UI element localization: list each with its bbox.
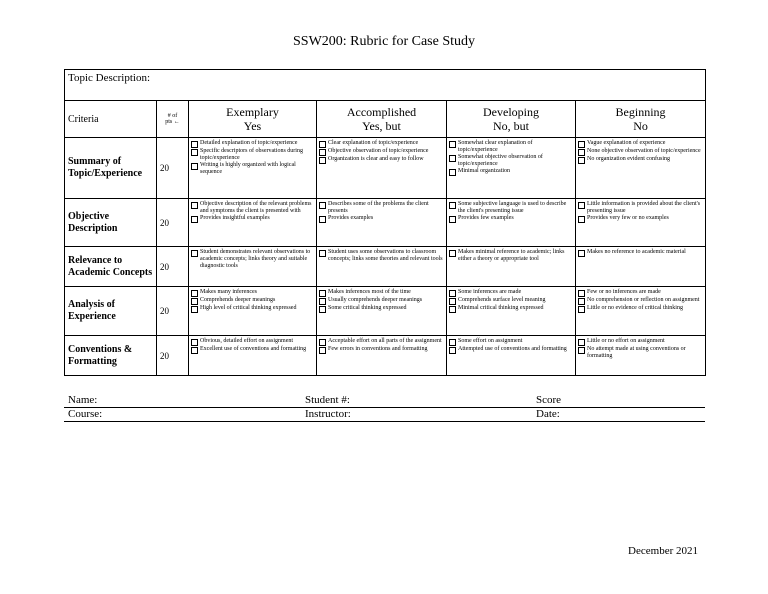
rubric-cell [447, 336, 576, 376]
criterion-item [319, 156, 444, 164]
criterion-text: Vague explanation of experience [587, 140, 666, 146]
rubric-row [65, 247, 706, 287]
criterion-text: Somewhat objective observation of topic/experience [458, 154, 543, 167]
rubric-cell [189, 138, 317, 199]
checkbox-icon [191, 298, 198, 305]
criterion-item [449, 168, 573, 176]
criterion-item [319, 305, 444, 313]
rubric-cell [317, 336, 447, 376]
points-header: # of pts ← [157, 101, 189, 138]
row-criterion: Analysis of Experience [65, 287, 157, 336]
rubric-cell [447, 199, 576, 247]
criterion-item [578, 305, 703, 313]
criterion-text: Some effort on assignment [458, 338, 523, 344]
rubric-cell [576, 138, 706, 199]
rubric-cell [189, 336, 317, 376]
rubric-cell [317, 199, 447, 247]
criterion-item [319, 346, 444, 354]
criterion-text: Little information is provided about the client's presenting issue [587, 201, 701, 214]
rubric-cell [576, 336, 706, 376]
criterion-text: Provides few examples [458, 215, 514, 221]
criterion-item [191, 297, 314, 305]
criterion-text: Organization is clear and easy to follow [328, 156, 424, 162]
criterion-item [449, 338, 573, 346]
criterion-item [319, 140, 444, 148]
checkbox-icon [191, 216, 198, 223]
rubric-cell [189, 247, 317, 287]
checkbox-icon [449, 298, 456, 305]
criterion-text: Some inferences are made [458, 289, 522, 295]
checkbox-icon [191, 141, 198, 148]
rubric-row [65, 199, 706, 247]
footer-line-1 [64, 394, 705, 408]
criterion-item [191, 346, 314, 354]
checkbox-icon [578, 157, 585, 164]
criterion-text: Few or no inferences are made [587, 289, 661, 295]
criterion-item [449, 249, 573, 263]
rubric-cell [447, 138, 576, 199]
criterion-item [191, 162, 314, 176]
checkbox-icon [191, 149, 198, 156]
checkbox-icon [449, 290, 456, 297]
criterion-item [578, 338, 703, 346]
criterion-item [191, 338, 314, 346]
page-title: SSW200: Rubric for Case Study [293, 34, 475, 49]
checkbox-icon [578, 141, 585, 148]
criterion-text: No attempt made at using conventions or formatting [587, 346, 686, 359]
criterion-text: Makes no reference to academic material [587, 249, 686, 255]
criterion-item [449, 215, 573, 223]
criterion-item [578, 289, 703, 297]
checkbox-icon [319, 306, 326, 313]
criterion-item [319, 297, 444, 305]
criterion-text: Attempted use of conventions and formatting [458, 346, 567, 352]
checkbox-icon [578, 216, 585, 223]
document-date: December 2021 [628, 545, 698, 557]
criterion-text: Some critical thinking expressed [328, 305, 407, 311]
criterion-item [578, 156, 703, 164]
row-points: 20 [157, 199, 189, 247]
criterion-item [449, 140, 573, 154]
checkbox-icon [191, 347, 198, 354]
header-row [65, 101, 706, 138]
criterion-text: Little or no effort on assignment [587, 338, 665, 344]
checkbox-icon [578, 202, 585, 209]
row-criterion: Conventions & Formatting [65, 336, 157, 376]
criterion-text: Comprehends deeper meanings [200, 297, 276, 303]
rubric-row [65, 287, 706, 336]
checkbox-icon [319, 250, 326, 257]
checkbox-icon [191, 250, 198, 257]
checkbox-icon [449, 306, 456, 313]
rubric-cell [189, 199, 317, 247]
criterion-text: Some subjective language is used to describe the client's presenting issue [458, 201, 567, 214]
criterion-item [319, 289, 444, 297]
criterion-item [578, 201, 703, 215]
criterion-text: Provides insightful examples [200, 215, 270, 221]
criterion-text: Clear explanation of topic/experience [328, 140, 419, 146]
criterion-item [578, 346, 703, 360]
checkbox-icon [449, 169, 456, 176]
criterion-item [319, 201, 444, 215]
criterion-item [578, 249, 703, 257]
rubric-cell [317, 287, 447, 336]
criterion-item [191, 215, 314, 223]
criterion-text: None objective observation of topic/experience [587, 148, 701, 154]
criterion-item [319, 215, 444, 223]
instructor-label: Instructor: [305, 408, 351, 420]
criterion-text: No organization evident confusing [587, 156, 671, 162]
topic-description: Topic Description: [65, 70, 706, 101]
criterion-text: Writing is highly organized with logical sequence [200, 162, 296, 175]
checkbox-icon [578, 298, 585, 305]
criterion-text: High level of critical thinking expressed [200, 305, 297, 311]
checkbox-icon [319, 157, 326, 164]
rubric-row [65, 138, 706, 199]
checkbox-icon [578, 347, 585, 354]
criterion-text: Acceptable effort on all parts of the assignment [328, 338, 442, 344]
score-label: Score [536, 394, 562, 406]
criterion-item [191, 201, 314, 215]
name-label: Name: [68, 394, 98, 406]
level-accomplished: Accomplished Yes, but [317, 101, 447, 138]
rubric-cell [576, 199, 706, 247]
criterion-text: Excellent use of conventions and formatting [200, 346, 307, 352]
checkbox-icon [191, 290, 198, 297]
footer-line-2 [64, 408, 705, 422]
criterion-text: Comprehends surface level meaning [458, 297, 546, 303]
criterion-item [449, 346, 573, 354]
checkbox-icon [319, 141, 326, 148]
checkbox-icon [319, 339, 326, 346]
student-number-label: Student #: [305, 394, 350, 406]
criterion-text: Describes some of the problems the client presents [328, 201, 429, 214]
course-label: Course: [68, 408, 103, 420]
rubric-cell [447, 287, 576, 336]
rubric-cell [189, 287, 317, 336]
criterion-text: Provides examples [328, 215, 374, 221]
checkbox-icon [191, 339, 198, 346]
rubric-cell [317, 247, 447, 287]
criterion-item [449, 201, 573, 215]
rubric-cell [317, 138, 447, 199]
checkbox-icon [319, 216, 326, 223]
criterion-text: Specific descriptors of observations during topic/experience [200, 148, 303, 161]
checkbox-icon [578, 290, 585, 297]
criterion-text: No comprehension or reflection on assignment [587, 297, 700, 303]
criterion-text: Provides very few or no examples [587, 215, 669, 221]
level-developing: Developing No, but [447, 101, 576, 138]
checkbox-icon [449, 155, 456, 162]
criterion-item [578, 297, 703, 305]
rubric-table [64, 69, 706, 376]
checkbox-icon [449, 250, 456, 257]
level-beginning: Beginning No [576, 101, 706, 138]
checkbox-icon [319, 202, 326, 209]
checkbox-icon [191, 306, 198, 313]
criterion-text: Little or no evidence of critical thinking [587, 305, 683, 311]
criterion-item [449, 297, 573, 305]
criterion-item [449, 289, 573, 297]
criterion-item [319, 148, 444, 156]
criterion-text: Minimal organization [458, 168, 511, 174]
checkbox-icon [449, 202, 456, 209]
checkbox-icon [578, 250, 585, 257]
criterion-item [578, 140, 703, 148]
criterion-item [578, 215, 703, 223]
criterion-item [449, 154, 573, 168]
criterion-item [191, 249, 314, 270]
checkbox-icon [319, 149, 326, 156]
level-exemplary: Exemplary Yes [189, 101, 317, 138]
rubric-cell [576, 247, 706, 287]
rubric-row [65, 336, 706, 376]
checkbox-icon [191, 202, 198, 209]
criterion-text: Minimal critical thinking expressed [458, 305, 544, 311]
checkbox-icon [319, 290, 326, 297]
criterion-item [449, 305, 573, 313]
checkbox-icon [578, 339, 585, 346]
criterion-item [578, 148, 703, 156]
criterion-text: Makes inferences most of the time [328, 289, 411, 295]
criterion-text: Detailed explanation of topic/experience [200, 140, 298, 146]
checkbox-icon [578, 306, 585, 313]
criterion-text: Makes many inferences [200, 289, 257, 295]
criterion-text: Objective description of the relevant problems and symptoms the client is presented with [200, 201, 312, 214]
checkbox-icon [449, 141, 456, 148]
checkbox-icon [449, 216, 456, 223]
criterion-text: Student demonstrates relevant observations to academic concepts; links theory and suitable diagnostic tools [200, 249, 311, 269]
criterion-text: Makes minimal reference to academic; links either a theory or appropriate tool [458, 249, 565, 262]
criterion-item [191, 289, 314, 297]
criterion-item [191, 148, 314, 162]
rubric-cell [447, 247, 576, 287]
criterion-text: Somewhat clear explanation of topic/experience [458, 140, 533, 153]
criterion-text: Obvious, detailed effort on assignment [200, 338, 294, 344]
row-criterion: Objective Description [65, 199, 157, 247]
criterion-item [319, 249, 444, 263]
checkbox-icon [449, 347, 456, 354]
criterion-item [191, 140, 314, 148]
row-points: 20 [157, 138, 189, 199]
criterion-text: Usually comprehends deeper meanings [328, 297, 423, 303]
rubric-cell [576, 287, 706, 336]
checkbox-icon [319, 298, 326, 305]
criterion-text: Objective observation of topic/experience [328, 148, 429, 154]
criterion-item [319, 338, 444, 346]
checkbox-icon [319, 347, 326, 354]
criteria-header: Criteria [65, 101, 157, 138]
row-criterion: Relevance to Academic Concepts [65, 247, 157, 287]
criterion-text: Student uses some observations to classroom concepts; links some theories and relevant tools [328, 249, 443, 262]
row-points: 20 [157, 247, 189, 287]
row-points: 20 [157, 336, 189, 376]
criterion-text: Few errors in conventions and formatting [328, 346, 428, 352]
criterion-item [191, 305, 314, 313]
checkbox-icon [578, 149, 585, 156]
date-label: Date: [536, 408, 560, 420]
checkbox-icon [191, 163, 198, 170]
row-points: 20 [157, 287, 189, 336]
row-criterion: Summary of Topic/Experience [65, 138, 157, 199]
checkbox-icon [449, 339, 456, 346]
